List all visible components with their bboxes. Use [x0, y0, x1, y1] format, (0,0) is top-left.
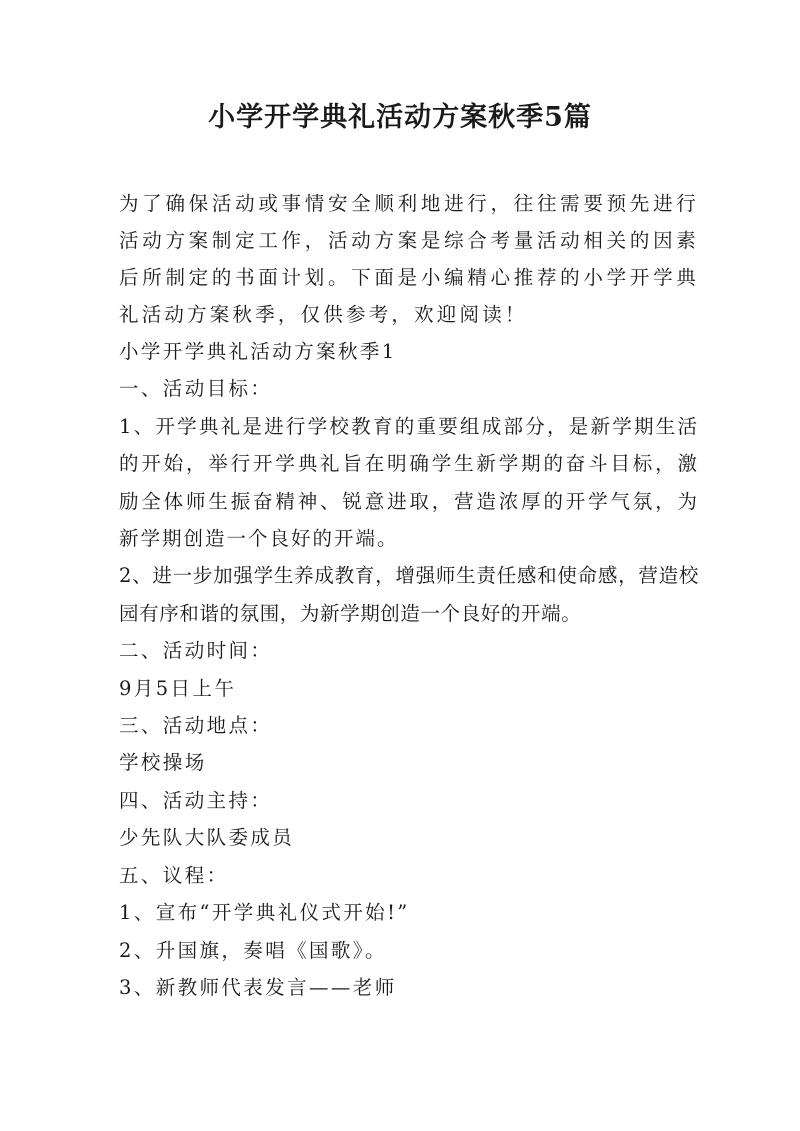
agenda-heading: 五、议程：: [119, 863, 229, 887]
host-heading: 四、活动主持：: [119, 788, 273, 812]
host-value: 少先队大队委成员: [119, 826, 295, 850]
place-value: 学校操场: [119, 751, 207, 775]
intro-paragraph: 为了确保活动或事情安全顺利地进行，往往需要预先进行活动方案制定工作，活动方案是综合考量活动相关的因素后所制定的书面计划。下面是小编精心推荐的小学开学典礼活动方案秋季，仅供参考，欢迎阅读！: [119, 192, 699, 326]
document-body: [119, 185, 699, 1006]
goal-heading: 一、活动目标：: [119, 377, 273, 401]
time-value: 9月5日上午: [119, 676, 237, 700]
time-heading: 二、活动时间：: [119, 639, 273, 663]
section-title: 小学开学典礼活动方案秋季1: [119, 340, 397, 363]
place-heading: 三、活动地点：: [119, 714, 273, 738]
agenda-item-2: 2、升国旗，奏唱《国歌》。: [119, 938, 387, 962]
agenda-item-1: 1、宣布“开学典礼仪式开始!”: [119, 901, 410, 925]
document-title: 小学开学典礼活动方案秋季5篇: [208, 102, 592, 133]
agenda-item-3: 3、新教师代表发言——老师: [119, 975, 397, 999]
goal-item-1: 1、开学典礼是进行学校教育的重要组成部分，是新学期生活的开始，举行开学典礼旨在明确学生新学期的奋斗目标，激励全体师生振奋精神、锐意进取，营造浓厚的开学气氛，为新学期创造一个良好的开端。: [119, 414, 699, 551]
goal-item-2: 2、进一步加强学生养成教育，增强师生责任感和使命感，营造校园有序和谐的氛围，为新学期创造一个良好的开端。: [119, 564, 699, 625]
